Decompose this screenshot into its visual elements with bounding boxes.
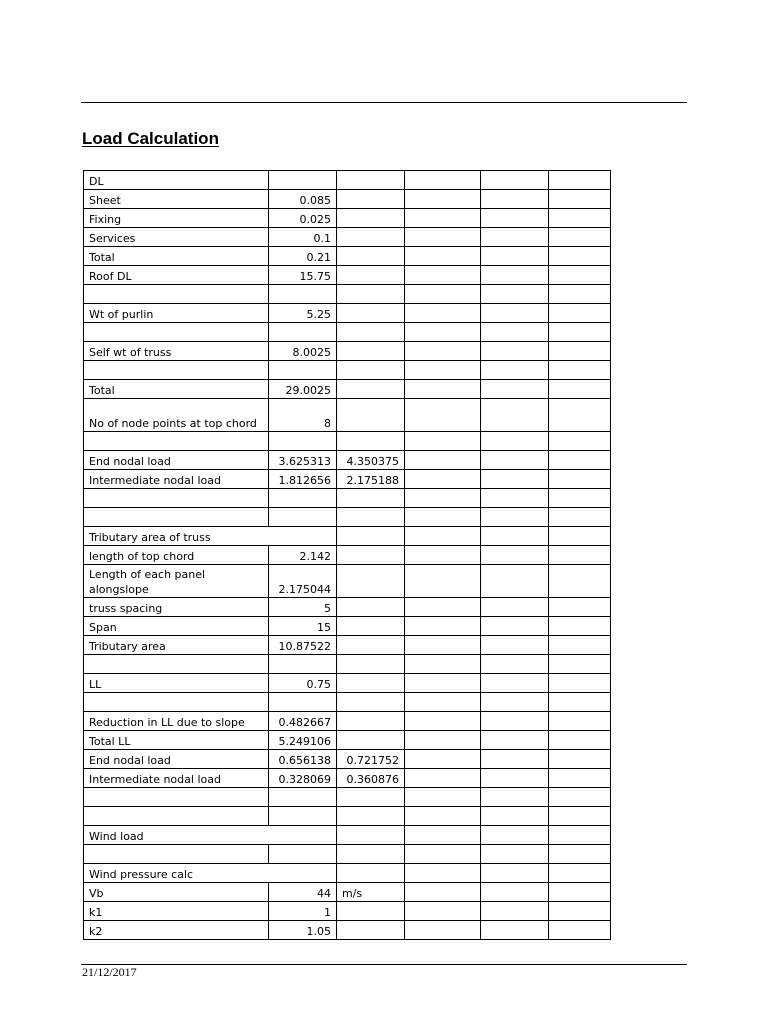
table-cell <box>405 190 481 209</box>
table-row <box>84 527 611 546</box>
table-cell <box>84 807 269 826</box>
table-row <box>84 508 611 527</box>
table-cell <box>269 807 337 826</box>
table-cell: Roof DL <box>84 266 269 285</box>
table-cell <box>405 470 481 489</box>
table-cell <box>549 304 611 323</box>
table-cell <box>481 598 549 617</box>
table-cell <box>549 731 611 750</box>
table-cell: Tributary area <box>84 636 269 655</box>
table-cell <box>481 750 549 769</box>
table-cell: 5 <box>269 598 337 617</box>
table-cell: 0.360876 <box>337 769 405 788</box>
table-cell <box>405 845 481 864</box>
table-row <box>84 807 611 826</box>
table-row <box>84 617 611 636</box>
table-cell <box>405 864 481 883</box>
table-cell <box>481 864 549 883</box>
table-cell <box>549 323 611 342</box>
table-cell <box>481 731 549 750</box>
table-cell <box>337 432 405 451</box>
table-cell: 2.142 <box>269 546 337 565</box>
table-row <box>84 674 611 693</box>
table-cell <box>337 921 405 940</box>
table-cell: 2.175188 <box>337 470 405 489</box>
table-row <box>84 769 611 788</box>
table-row <box>84 546 611 565</box>
table-row <box>84 693 611 712</box>
table-cell <box>337 807 405 826</box>
table-cell <box>481 788 549 807</box>
table-cell <box>84 508 269 527</box>
table-row <box>84 228 611 247</box>
table-cell <box>481 826 549 845</box>
table-row <box>84 921 611 940</box>
table-cell <box>405 266 481 285</box>
table-cell <box>337 266 405 285</box>
table-cell <box>405 674 481 693</box>
table-cell <box>405 171 481 190</box>
table-cell <box>481 304 549 323</box>
table-cell: Intermediate nodal load <box>84 769 269 788</box>
table-cell: Length of each panel alongslope <box>84 565 269 598</box>
table-cell <box>481 921 549 940</box>
table-cell <box>405 807 481 826</box>
table-cell: 4.350375 <box>337 451 405 470</box>
table-cell <box>337 693 405 712</box>
table-cell <box>405 361 481 380</box>
table-cell <box>337 209 405 228</box>
table-row <box>84 247 611 266</box>
table-cell <box>269 361 337 380</box>
table-row <box>84 826 611 845</box>
table-cell <box>405 750 481 769</box>
table-cell <box>549 674 611 693</box>
table-cell: 0.482667 <box>269 712 337 731</box>
table-cell <box>549 864 611 883</box>
table-cell <box>549 451 611 470</box>
table-cell <box>549 266 611 285</box>
table-cell <box>84 432 269 451</box>
table-cell <box>405 285 481 304</box>
table-cell <box>405 731 481 750</box>
table-row <box>84 470 611 489</box>
table-cell <box>549 546 611 565</box>
table-cell <box>337 527 405 546</box>
table-row <box>84 731 611 750</box>
table-cell <box>337 826 405 845</box>
table-cell <box>84 489 269 508</box>
table-cell <box>269 323 337 342</box>
table-cell <box>337 845 405 864</box>
table-cell: 1 <box>269 902 337 921</box>
table-cell <box>337 902 405 921</box>
footer-date: 21/12/2017 <box>82 965 137 979</box>
table-cell <box>549 247 611 266</box>
table-cell <box>337 171 405 190</box>
table-cell <box>337 361 405 380</box>
table-cell: k2 <box>84 921 269 940</box>
table-cell <box>549 432 611 451</box>
table-cell <box>405 636 481 655</box>
table-row <box>84 266 611 285</box>
table-cell: No of node points at top chord <box>84 399 269 432</box>
page-title: Load Calculation <box>82 129 219 148</box>
table-cell: Total <box>84 380 269 399</box>
table-cell <box>405 617 481 636</box>
header-rule <box>81 102 687 103</box>
table-cell <box>481 712 549 731</box>
table-cell <box>337 380 405 399</box>
table-row <box>84 712 611 731</box>
table-cell <box>549 380 611 399</box>
table-row <box>84 565 611 598</box>
table-cell <box>337 636 405 655</box>
table-cell <box>337 655 405 674</box>
table-cell: 15 <box>269 617 337 636</box>
table-cell <box>405 769 481 788</box>
table-cell <box>481 190 549 209</box>
table-row <box>84 285 611 304</box>
table-cell: Wt of purlin <box>84 304 269 323</box>
table-cell <box>405 546 481 565</box>
table-cell <box>481 769 549 788</box>
table-row <box>84 636 611 655</box>
table-cell <box>481 883 549 902</box>
table-row <box>84 380 611 399</box>
table-cell <box>481 617 549 636</box>
table-cell <box>84 845 269 864</box>
table-cell <box>269 788 337 807</box>
table-cell <box>481 285 549 304</box>
table-cell: Total LL <box>84 731 269 750</box>
table-cell <box>405 826 481 845</box>
table-cell <box>549 285 611 304</box>
table-cell: 8.0025 <box>269 342 337 361</box>
table-cell <box>269 489 337 508</box>
table-cell <box>405 323 481 342</box>
table-cell <box>481 247 549 266</box>
table-row <box>84 489 611 508</box>
table-cell <box>405 655 481 674</box>
table-cell <box>269 693 337 712</box>
table-row <box>84 883 611 902</box>
table-cell: 0.085 <box>269 190 337 209</box>
table-row <box>84 845 611 864</box>
table-cell <box>481 565 549 598</box>
table-cell <box>84 693 269 712</box>
table-cell <box>481 361 549 380</box>
table-cell: 10.87522 <box>269 636 337 655</box>
table-cell <box>549 342 611 361</box>
table-cell: 0.75 <box>269 674 337 693</box>
table-cell: 29.0025 <box>269 380 337 399</box>
table-cell <box>405 902 481 921</box>
table-cell <box>481 380 549 399</box>
table-cell <box>549 636 611 655</box>
table-cell <box>337 304 405 323</box>
table-cell: length of top chord <box>84 546 269 565</box>
table-cell <box>269 655 337 674</box>
table-cell <box>269 432 337 451</box>
table-cell <box>337 731 405 750</box>
table-cell: 5.25 <box>269 304 337 323</box>
table-cell <box>481 342 549 361</box>
table-row <box>84 323 611 342</box>
table-cell <box>405 432 481 451</box>
table-cell <box>337 617 405 636</box>
table-cell <box>549 655 611 674</box>
table-cell: 5.249106 <box>269 731 337 750</box>
table-row <box>84 361 611 380</box>
table-cell <box>337 285 405 304</box>
load-calculation-table <box>83 170 611 940</box>
table-cell <box>405 304 481 323</box>
table-cell: Span <box>84 617 269 636</box>
table-cell <box>549 361 611 380</box>
table-cell: 1.05 <box>269 921 337 940</box>
table-cell: Wind load <box>84 826 337 845</box>
table-cell: 0.721752 <box>337 750 405 769</box>
table-cell <box>337 508 405 527</box>
table-cell <box>481 470 549 489</box>
table-row <box>84 342 611 361</box>
table-row <box>84 864 611 883</box>
table-cell <box>405 451 481 470</box>
table-row <box>84 171 611 190</box>
table-cell <box>549 228 611 247</box>
table-cell <box>549 902 611 921</box>
table-cell: Tributary area of truss <box>84 527 337 546</box>
footer-rule <box>81 964 687 965</box>
table-cell <box>405 489 481 508</box>
table-cell <box>481 171 549 190</box>
table-cell: 1.812656 <box>269 470 337 489</box>
table-cell <box>549 489 611 508</box>
table-cell <box>337 712 405 731</box>
table-cell <box>405 693 481 712</box>
table-cell <box>337 489 405 508</box>
table-cell <box>84 285 269 304</box>
table-cell: Services <box>84 228 269 247</box>
table-cell: truss spacing <box>84 598 269 617</box>
table-cell <box>549 527 611 546</box>
table-row <box>84 788 611 807</box>
table-cell <box>549 921 611 940</box>
table-cell <box>337 864 405 883</box>
table-row <box>84 399 611 432</box>
table-cell: 3.625313 <box>269 451 337 470</box>
table-cell <box>405 788 481 807</box>
table-cell <box>405 228 481 247</box>
table-cell <box>549 470 611 489</box>
table-cell <box>549 712 611 731</box>
table-cell: 0.328069 <box>269 769 337 788</box>
table-cell <box>481 902 549 921</box>
table-cell <box>405 399 481 432</box>
table-cell <box>549 883 611 902</box>
table-cell: Sheet <box>84 190 269 209</box>
table-cell <box>549 845 611 864</box>
table-row <box>84 432 611 451</box>
table-cell <box>405 247 481 266</box>
table-cell <box>549 788 611 807</box>
table-cell <box>481 674 549 693</box>
table-cell <box>405 712 481 731</box>
table-cell <box>269 845 337 864</box>
table-cell: LL <box>84 674 269 693</box>
table-cell <box>481 527 549 546</box>
table-cell <box>405 508 481 527</box>
table-cell <box>405 883 481 902</box>
table-row <box>84 655 611 674</box>
table-cell: End nodal load <box>84 750 269 769</box>
table-cell <box>549 399 611 432</box>
table-cell <box>549 598 611 617</box>
table-cell <box>481 546 549 565</box>
table-cell: Total <box>84 247 269 266</box>
table-cell <box>269 508 337 527</box>
table-cell <box>337 247 405 266</box>
table-cell <box>337 565 405 598</box>
table-row <box>84 304 611 323</box>
table-cell: 0.656138 <box>269 750 337 769</box>
table-row <box>84 902 611 921</box>
table-cell: 0.21 <box>269 247 337 266</box>
table-cell: 44 <box>269 883 337 902</box>
table-cell <box>481 845 549 864</box>
table-cell <box>549 617 611 636</box>
table-cell <box>549 209 611 228</box>
table-cell: Fixing <box>84 209 269 228</box>
table-cell: 8 <box>269 399 337 432</box>
table-cell <box>481 323 549 342</box>
table-cell <box>481 209 549 228</box>
table-cell <box>481 636 549 655</box>
table-cell <box>337 546 405 565</box>
table-cell: 0.025 <box>269 209 337 228</box>
table-cell <box>337 598 405 617</box>
table-cell <box>405 527 481 546</box>
table-cell: End nodal load <box>84 451 269 470</box>
table-cell <box>84 361 269 380</box>
table-cell <box>481 451 549 470</box>
table-cell <box>549 826 611 845</box>
table-cell <box>405 565 481 598</box>
table-cell <box>549 693 611 712</box>
table-cell <box>269 171 337 190</box>
table-cell <box>481 655 549 674</box>
table-cell <box>481 693 549 712</box>
table-cell <box>269 285 337 304</box>
table-cell <box>481 228 549 247</box>
table-cell <box>405 380 481 399</box>
table-cell: DL <box>84 171 269 190</box>
table-cell: k1 <box>84 902 269 921</box>
table-cell: Reduction in LL due to slope <box>84 712 269 731</box>
table-cell: 15.75 <box>269 266 337 285</box>
table-cell <box>549 807 611 826</box>
table-cell <box>337 228 405 247</box>
table-cell <box>549 750 611 769</box>
table-cell <box>549 565 611 598</box>
table-cell <box>549 171 611 190</box>
table-cell <box>84 655 269 674</box>
table-cell <box>481 432 549 451</box>
table-cell <box>481 266 549 285</box>
table-cell: 0.1 <box>269 228 337 247</box>
table-cell: m/s <box>337 883 405 902</box>
table-cell <box>337 788 405 807</box>
table-row <box>84 209 611 228</box>
table-cell <box>481 489 549 508</box>
table-cell <box>481 508 549 527</box>
table-cell <box>337 342 405 361</box>
table-cell <box>405 598 481 617</box>
table-cell: Self wt of truss <box>84 342 269 361</box>
table-row <box>84 598 611 617</box>
table-cell <box>405 921 481 940</box>
table-cell <box>481 807 549 826</box>
table-cell <box>337 399 405 432</box>
table-cell <box>84 323 269 342</box>
table-cell: Vb <box>84 883 269 902</box>
table-cell <box>481 399 549 432</box>
table-cell <box>337 674 405 693</box>
table-cell: Intermediate nodal load <box>84 470 269 489</box>
table-cell <box>549 508 611 527</box>
table-cell: Wind pressure calc <box>84 864 337 883</box>
table-cell <box>549 190 611 209</box>
table-row <box>84 190 611 209</box>
table-cell <box>549 769 611 788</box>
table-cell <box>84 788 269 807</box>
table-cell <box>405 209 481 228</box>
table-row <box>84 750 611 769</box>
table-cell <box>405 342 481 361</box>
table-cell <box>337 190 405 209</box>
table-row <box>84 451 611 470</box>
table-cell: 2.175044 <box>269 565 337 598</box>
table-cell <box>337 323 405 342</box>
